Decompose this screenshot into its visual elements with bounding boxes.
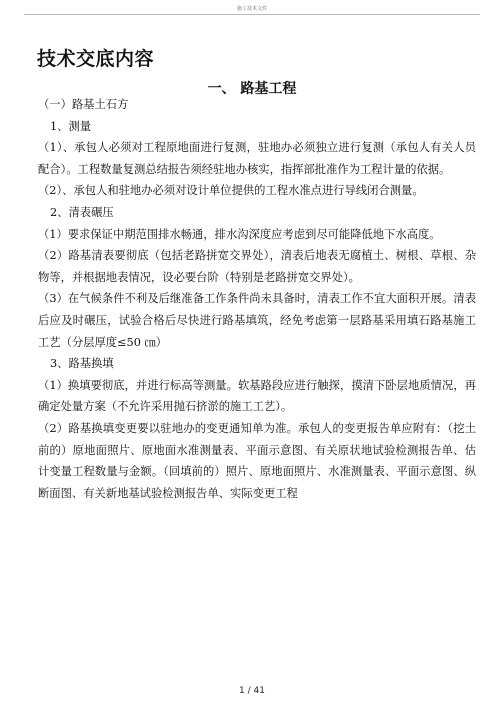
section-heading: 一、 路基工程 (207, 81, 297, 97)
body-paragraph: （1）换填要彻底，并进行标高等测量。软基路段应进行触探，摸清下卧层地质情况，再确定处量方案（不允许采用抛石挤淤的施工工艺）。 (38, 378, 476, 414)
item-heading: 2、清表碾压 (50, 205, 114, 219)
item-heading: 1、测量 (50, 119, 92, 133)
body-paragraph: （2）、承包人和驻地办必须对设计单位提供的工程水准点进行导线闭合测量。 (38, 184, 424, 198)
item-heading: 3、路基换填 (50, 357, 114, 371)
body-paragraph: （3）在气候条件不利及后继准备工作条件尚未具备时，清表工作不宜大面积开展。清表后应及时碾压，试验合格后尽快进行路基填筑，经免考虑第一层路基采用填石路基施工工艺（分层厚度≤50 ㎝） (38, 292, 476, 349)
body-paragraph: （1）要求保证中期范围排水畅通，排水沟深度应考虑到尽可能降低地下水高度。 (38, 227, 441, 241)
page-number: 1 / 41 (239, 686, 265, 696)
body-paragraph: （1）、承包人必须对工程原地面进行复测，驻地办必须独立进行复测（承包人有关人员配合）。工程数量复测总结报告须经驻地办核实，指挥部批准作为工程计量的依据。 (38, 141, 476, 176)
subsection-heading: （一）路基土石方 (38, 98, 129, 111)
document-title: 技术交底内容 (37, 48, 155, 70)
header-divider (24, 14, 480, 15)
body-paragraph: （2）路基换填变更要以驻地办的变更通知单为准。承包人的变更报告单应附有：（挖土前的）原地面照片、原地面水准测量表、平面示意图、有关原状地试验检测报告单、估计变量工程数量与金额。（回填前的）照片、原地面照片、水准测量表、平面示意图、纵断面图、有关新地基试验检测报告单、实际变更工程 (38, 421, 476, 500)
body-paragraph: （2）路基清表要彻底（包括老路拼宽交界处），清表后地表无腐植土、树根、草根、杂物等，并根据地表情况，设必要台阶（特别是老路拼宽交界处）。 (38, 249, 476, 284)
page-header: 施工技术文件 (236, 6, 267, 12)
document-body (38, 94, 476, 504)
